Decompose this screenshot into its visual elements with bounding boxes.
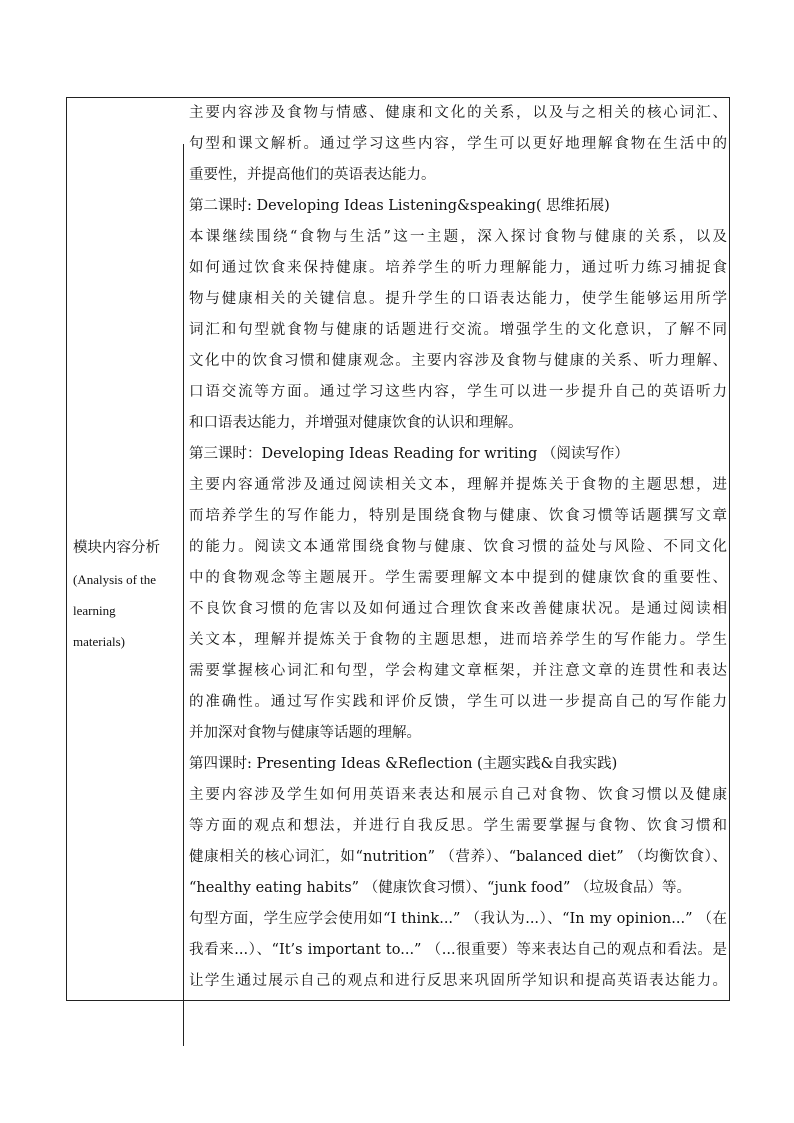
row-label-english-line: learning xyxy=(73,603,116,618)
content-line: 的准确性。通过写作实践和评价反馈，学生可以进一步提高自己的写作能力 xyxy=(189,694,727,710)
content-line: 中的食物观念等主题展开。学生需要理解文本中提到的健康饮食的重要性、 xyxy=(189,570,727,586)
content-line: 第二课时: Developing Ideas Listening&speaking( 思维拓展) xyxy=(189,198,610,214)
content-line: 让学生通过展示自己的观点和进行反思来巩固所学知识和提高英语表达能力。 xyxy=(189,973,727,989)
content-line: 第四课时: Presenting Ideas &Reflection (主题实践&自我实践) xyxy=(189,756,618,772)
content-line: 我看来...）、“It’s important to...” （...很重要）等来表达自己的观点和看法。是 xyxy=(189,942,727,958)
content-line: 口语交流等方面。通过学习这些内容，学生可以进一步提升自己的英语听力 xyxy=(189,384,727,400)
content-line: 本课继续围绕“食物与生活”这一主题，深入探讨食物与健康的关系，以及 xyxy=(189,229,727,245)
row-label-chinese: 模块内容分析 xyxy=(73,540,160,556)
content-line: 而培养学生的写作能力，特别是围绕食物与健康、饮食习惯等话题撰写文章 xyxy=(189,508,727,524)
content-line: 的能力。阅读文本通常围绕食物与健康、饮食习惯的益处与风险、不同文化 xyxy=(189,539,727,555)
content-line: 关文本，理解并提炼关于食物的主题思想，进而培养学生的写作能力。学生 xyxy=(189,632,727,648)
content-line: 句型方面，学生应学会使用如“I think...” （我认为...）、“In my opinion...” （在 xyxy=(189,911,727,927)
content-line: 如何通过饮食来保持健康。培养学生的听力理解能力，通过听力练习捕捉食 xyxy=(189,260,727,276)
content-line: 第三课时：Developing Ideas Reading for writing （阅读写作） xyxy=(189,446,629,462)
content-line: 需要掌握核心词汇和句型，学会构建文章框架，并注意文章的连贯性和表达 xyxy=(189,663,727,679)
content-line: 重要性，并提高他们的英语表达能力。 xyxy=(189,167,436,183)
content-line: 主要内容通常涉及通过阅读相关文本，理解并提炼关于食物的主题思想，进 xyxy=(189,477,727,493)
content-line: 不良饮食习惯的危害以及如何通过合理饮食来改善健康状况。是通过阅读相 xyxy=(189,601,727,617)
content-line: 主要内容涉及食物与情感、健康和文化的关系，以及与之相关的核心词汇、 xyxy=(189,105,727,121)
content-line: 并加深对食物与健康等话题的理解。 xyxy=(189,725,421,741)
row-label-english-line: (Analysis of the xyxy=(73,572,157,587)
content-line: 句型和课文解析。通过学习这些内容，学生可以更好地理解食物在生活中的 xyxy=(189,136,727,152)
row-label-english-line: materials) xyxy=(73,634,125,649)
content-line: 主要内容涉及学生如何用英语来表达和展示自己对食物、饮食习惯以及健康 xyxy=(189,787,727,803)
content-line: 等方面的观点和想法，并进行自我反思。学生需要掌握与食物、饮食习惯和 xyxy=(189,818,727,834)
content-line: 健康相关的核心词汇，如“nutrition” （营养）、“balanced diet” （均衡饮食）、 xyxy=(189,849,727,865)
lesson-plan-table xyxy=(66,97,730,1001)
content-line: 和口语表达能力，并增强对健康饮食的认识和理解。 xyxy=(189,415,523,431)
content-line: 词汇和句型就食物与健康的话题进行交流。增强学生的文化意识，了解不同 xyxy=(189,322,727,338)
content-line: 文化中的饮食习惯和健康观念。主要内容涉及食物与健康的关系、听力理解、 xyxy=(189,353,727,369)
content-line: 物与健康相关的关键信息。提升学生的口语表达能力，使学生能够运用所学 xyxy=(189,291,727,307)
analysis-content-cell xyxy=(184,98,729,1000)
content-line: “healthy eating habits” （健康饮食习惯）、“junk food” （垃圾食品）等。 xyxy=(189,880,692,896)
row-label-cell xyxy=(67,144,184,1046)
